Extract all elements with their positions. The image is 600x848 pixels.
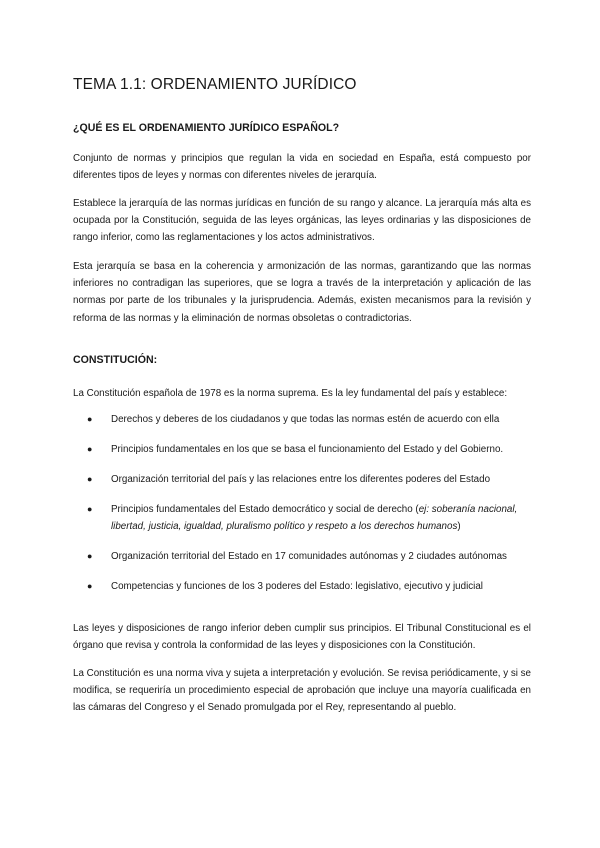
list-item xyxy=(73,411,533,428)
document-title: TEMA 1.1: ORDENAMIENTO JURÍDICO xyxy=(73,76,357,93)
list-item-text: Principios fundamentales en los que se basa el funcionamiento del Estado y del Gobierno. xyxy=(111,444,504,455)
paragraph: La Constitución es una norma viva y sujeta a interpretación y evolución. Se revisa periódicamente, y si se modifica, se requeriría un procedimiento especial de aprobación que incluye una mayoría cualificada en las cámaras del Congreso y el Senado promulgada por el Rey, representando al pueblo. xyxy=(73,668,531,714)
list-item-text: Organización territorial del Estado en 17 comunidades autónomas y 2 ciudades autónomas xyxy=(111,551,507,563)
paragraph-intro: La Constitución española de 1978 es la norma suprema. Es la ley fundamental del país y establece: xyxy=(73,388,508,399)
list-item-text: Competencias y funciones de los 3 poderes del Estado: legislativo, ejecutivo y judicial xyxy=(111,581,483,593)
paragraph: Establece la jerarquía de las normas jurídicas en función de su rango y alcance. La jerarquía más alta es ocupada por la Constitución, seguida de las leyes orgánicas, las leyes ordinarias y las disposiciones de rango inferior, como las reglamentaciones y los actos administrativos. xyxy=(73,198,531,244)
section-heading-ordenamiento: ¿QUÉ ES EL ORDENAMIENTO JURÍDICO ESPAÑOL? xyxy=(73,122,340,134)
list-item-example: ej: soberanía nacional, libertad, justicia, igualdad, pluralismo político y respeto a los derechos humanos xyxy=(111,504,518,533)
list-item xyxy=(73,548,533,565)
paragraph: Conjunto de normas y principios que regulan la vida en sociedad en España, está compuesto por diferentes tipos de leyes y normas con diferentes niveles de jerarquía. xyxy=(73,153,531,182)
bullet-icon: ● xyxy=(87,504,93,514)
list-item xyxy=(73,501,533,535)
list-item-text: Principios fundamentales del Estado democrático y social de derecho ( xyxy=(111,504,419,515)
bullet-list xyxy=(73,411,533,608)
bullet-icon: ● xyxy=(87,414,93,424)
list-item-text: Organización territorial del país y las relaciones entre los diferentes poderes del Estado xyxy=(111,474,491,485)
list-item xyxy=(73,471,533,488)
list-item-text-end: ) xyxy=(457,521,461,533)
bullet-icon: ● xyxy=(87,444,93,454)
list-item-text: Derechos y deberes de los ciudadanos y que todas las normas estén de acuerdo con ella xyxy=(111,414,500,425)
section-heading-constitucion: CONSTITUCIÓN: xyxy=(73,354,158,366)
list-item xyxy=(73,578,533,595)
bullet-icon: ● xyxy=(87,474,93,484)
bullet-icon: ● xyxy=(87,551,93,562)
paragraph: Esta jerarquía se basa en la coherencia y armonización de las normas, garantizando que las normas inferiores no contradigan las superiores, que se logra a través de la interpretación y aplicación de las normas por parte de los tribunales y la jurisprudencia. Además, existen mecanismos para la revisión y reforma de las normas y la eliminación de normas obsoletas o contradictorias. xyxy=(73,261,531,324)
bullet-icon: ● xyxy=(87,581,93,592)
list-item xyxy=(73,441,533,458)
paragraph: Las leyes y disposiciones de rango inferior deben cumplir sus principios. El Tribunal Constitucional es el órgano que revisa y controla la conformidad de las leyes y disposiciones con la Constitución. xyxy=(73,623,531,652)
